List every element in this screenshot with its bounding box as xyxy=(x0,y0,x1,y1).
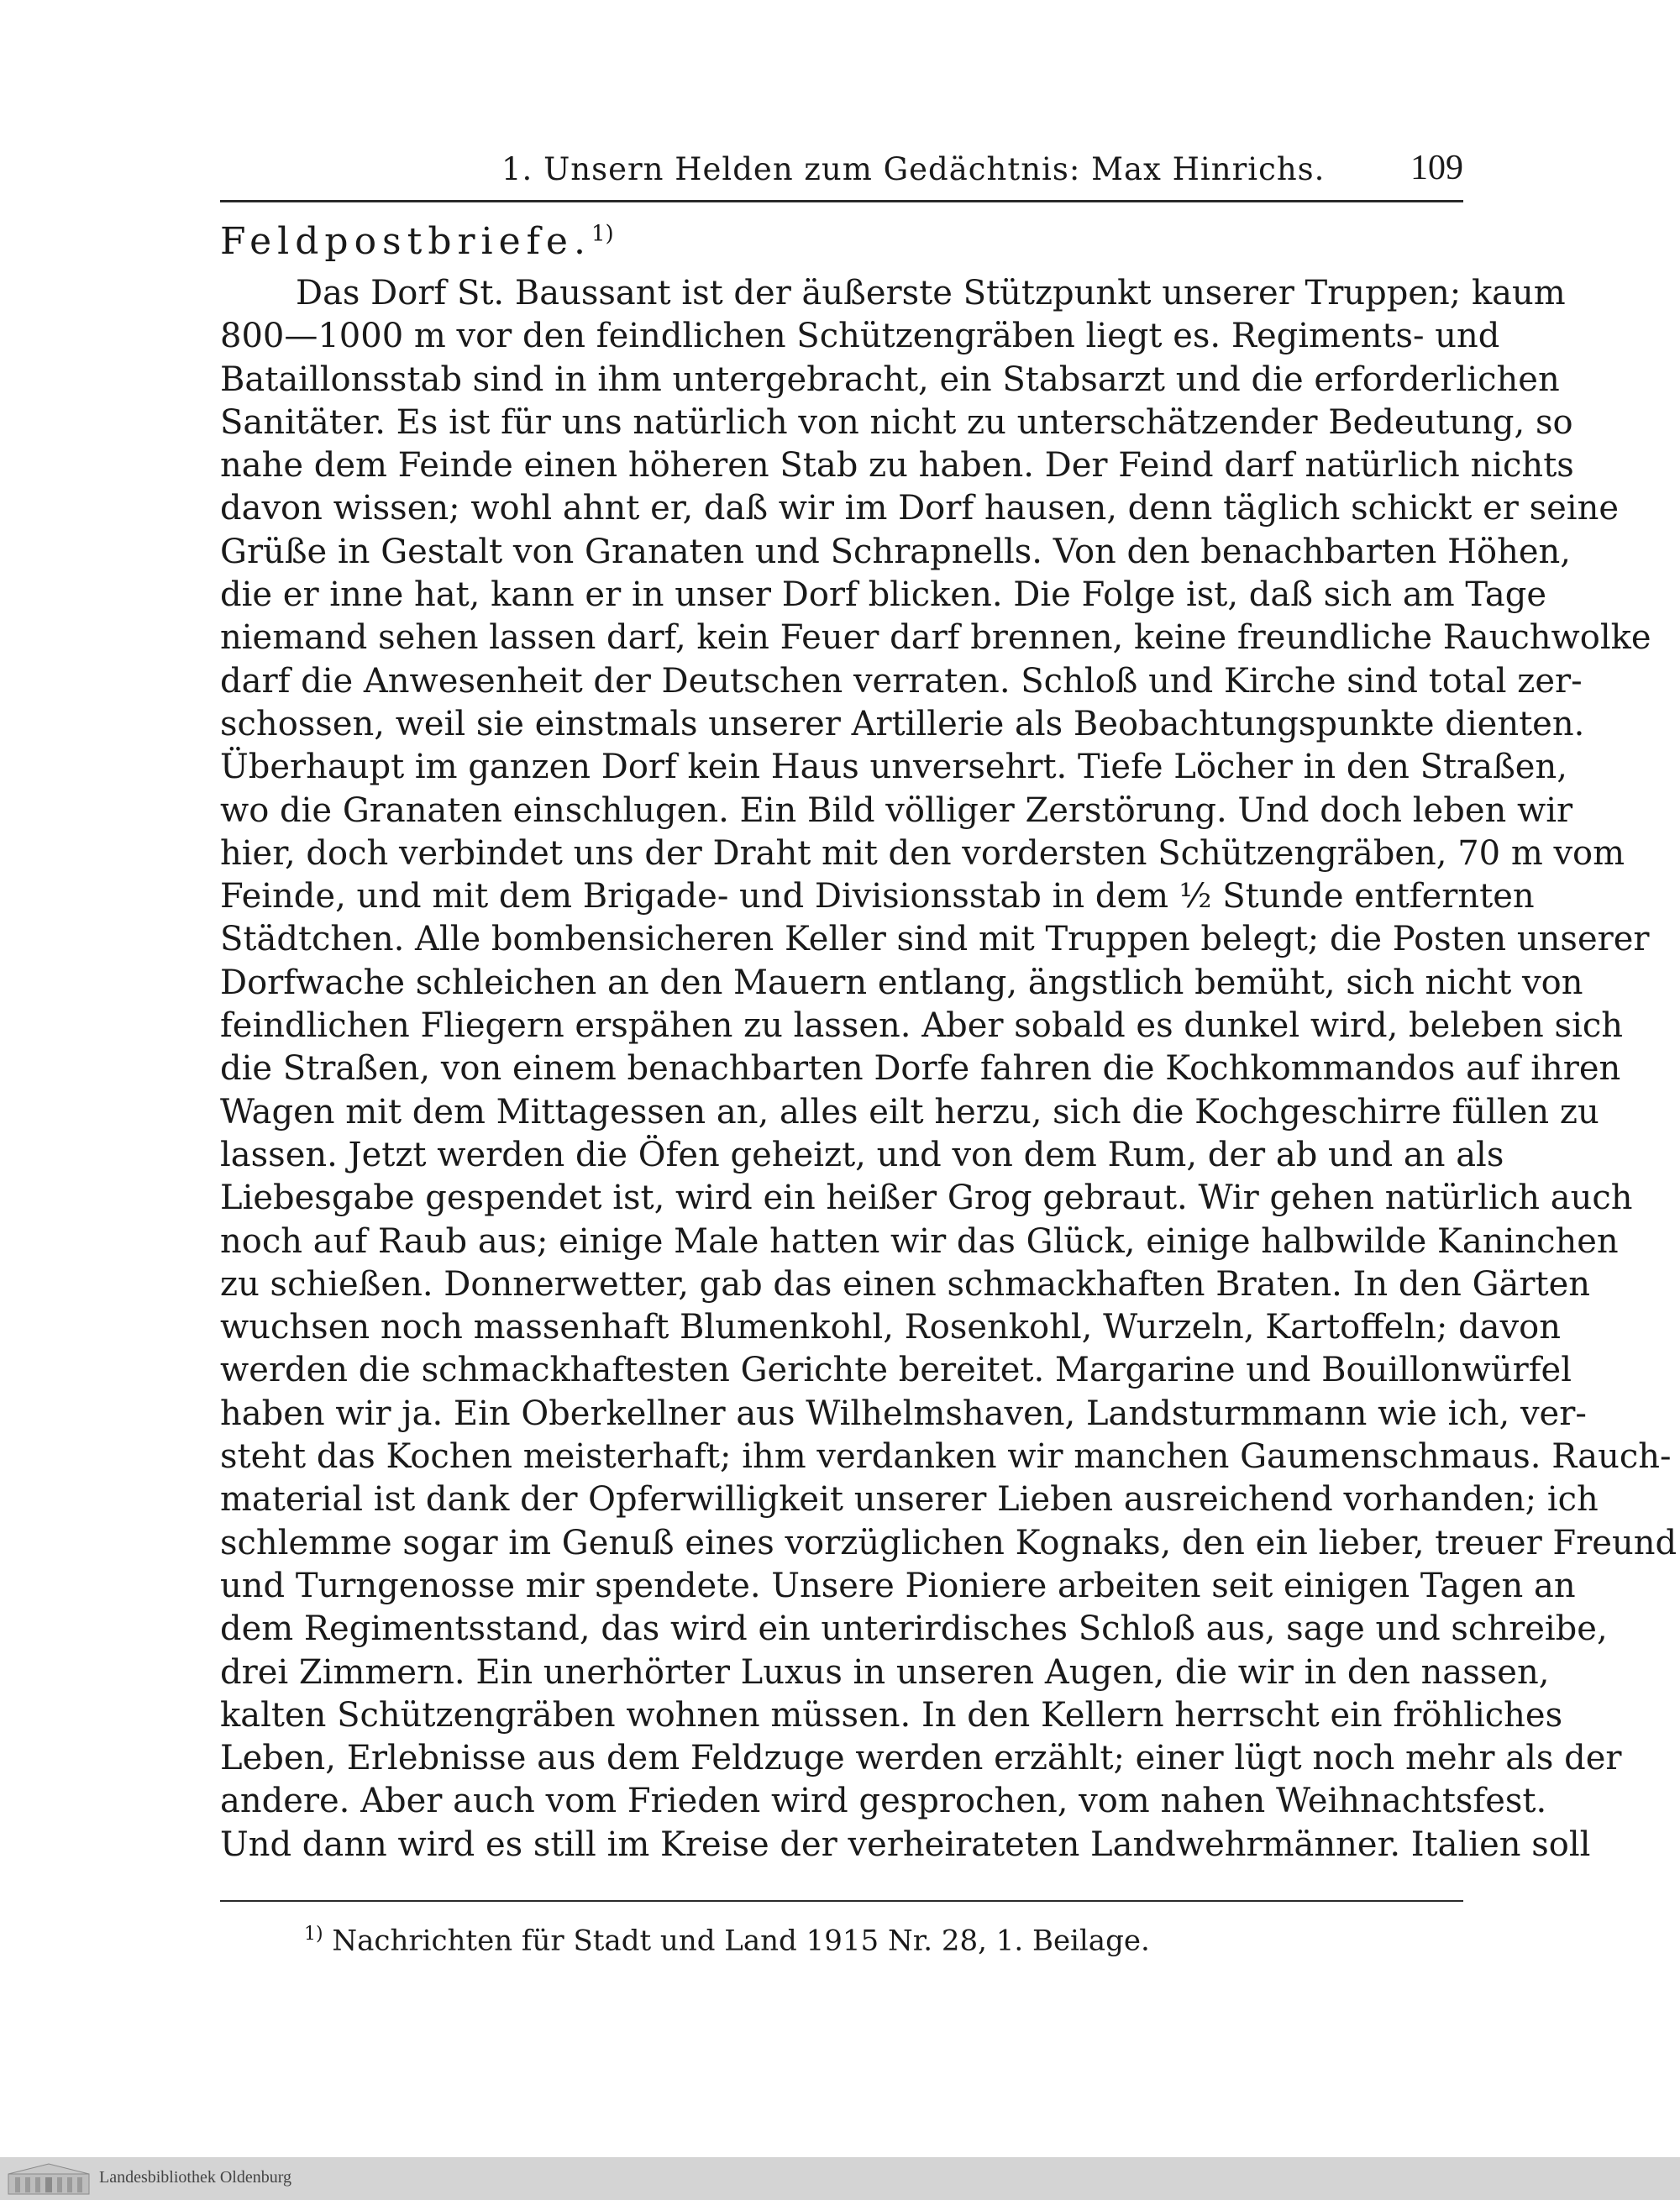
text-line: andere. Aber auch vom Frieden wird gesprochen, vom nahen Weihnachtsfest. xyxy=(220,1782,1547,1821)
text-line: niemand sehen lassen darf, kein Feuer darf brennen, keine freundliche Rauchwolke xyxy=(220,618,1651,658)
text-line: Feinde, und mit dem Brigade- und Divisionsstab in dem ½ Stunde entfernten xyxy=(220,877,1535,916)
running-title: 1. Unsern Helden zum Gedächtnis: Max Hinrichs. xyxy=(501,151,1326,187)
footnote xyxy=(304,1924,1150,1957)
text-line: steht das Kochen meisterhaft; ihm verdanken wir manchen Gaumenschmaus. Rauch- xyxy=(220,1437,1672,1477)
section-heading-text: Feldpostbriefe. xyxy=(220,220,591,263)
text-line: Liebesgabe gespendet ist, wird ein heißer Grog gebraut. Wir gehen natürlich auch xyxy=(220,1179,1633,1218)
library-building-icon xyxy=(7,2162,91,2196)
text-line: die Straßen, von einem benachbarten Dorfe fahren die Kochkommandos auf ihren xyxy=(220,1049,1621,1089)
footnote-reference: 1) xyxy=(591,221,614,247)
page-number: 109 xyxy=(1410,149,1463,187)
library-name: Landesbibliothek Oldenburg xyxy=(99,2168,292,2187)
text-line: zu schießen. Donnerwetter, gab das einen schmackhaften Braten. In den Gärten xyxy=(220,1264,1590,1304)
text-line: schlemme sogar im Genuß eines vorzüglichen Kognaks, den ein lieber, treuer Freund xyxy=(220,1523,1677,1562)
text-line: noch auf Raub aus; einige Male hatten wir das Glück, einige halbwilde Kaninchen xyxy=(220,1221,1619,1261)
body-text xyxy=(220,272,1677,1867)
text-line: Dorfwache schleichen an den Mauern entlang, ängstlich bemüht, sich nicht von xyxy=(220,963,1583,1002)
footnote-text: Nachrichten für Stadt und Land 1915 Nr. 28, 1. Beilage. xyxy=(332,1924,1150,1958)
footnote-rule xyxy=(220,1900,1463,1902)
text-line: werden die schmackhaftesten Gerichte bereitet. Margarine und Bouillonwürfel xyxy=(220,1351,1572,1390)
text-line: Städtchen. Alle bombensicheren Keller sind mit Truppen belegt; die Posten unserer xyxy=(220,920,1650,959)
section-heading xyxy=(220,220,614,263)
text-line: darf die Anwesenheit der Deutschen verraten. Schloß und Kirche sind total zer- xyxy=(220,661,1583,701)
text-line: Das Dorf St. Baussant ist der äußerste Stützpunkt unserer Truppen; kaum xyxy=(296,274,1566,312)
text-line: und Turngenosse mir spendete. Unsere Pioniere arbeiten seit einigen Tagen an xyxy=(220,1566,1576,1605)
text-line: Grüße in Gestalt von Granaten und Schrapnells. Von den benachbarten Höhen, xyxy=(220,532,1571,571)
text-line: Überhaupt im ganzen Dorf kein Haus unversehrt. Tiefe Löcher in den Straßen, xyxy=(220,748,1567,787)
text-line: Sanitäter. Es ist für uns natürlich von nicht zu unterschätzender Bedeutung, so xyxy=(220,402,1573,442)
text-line: Leben, Erlebnisse aus dem Feldzuge werden erzählt; einer lügt noch mehr als der xyxy=(220,1739,1622,1778)
text-line: drei Zimmern. Ein unerhörter Luxus in unseren Augen, die wir in den nassen, xyxy=(220,1652,1550,1692)
text-line: haben wir ja. Ein Oberkellner aus Wilhelmshaven, Landsturmmann wie ich, ver- xyxy=(220,1394,1587,1433)
footnote-marker: 1) xyxy=(304,1924,323,1945)
text-line: material ist dank der Opferwilligkeit unserer Lieben ausreichend vorhanden; ich xyxy=(220,1480,1599,1520)
text-line: 800—1000 m vor den feindlichen Schützengräben liegt es. Regiments- und xyxy=(220,317,1500,356)
text-line: Wagen mit dem Mittagessen an, alles eilt herzu, sich die Kochgeschirre füllen zu xyxy=(220,1092,1599,1132)
text-line: feindlichen Fliegern erspähen zu lassen. Aber sobald es dunkel wird, beleben sich xyxy=(220,1006,1624,1046)
text-line: davon wissen; wohl ahnt er, daß wir im Dorf hausen, denn täglich schickt er seine xyxy=(220,489,1619,528)
header-rule xyxy=(220,200,1463,202)
text-line: lassen. Jetzt werden die Öfen geheizt, und von dem Rum, der ab und an als xyxy=(220,1135,1504,1174)
text-line: Bataillonsstab sind in ihm untergebracht, ein Stabsarzt und die erforderlichen xyxy=(220,360,1560,399)
text-line: schossen, weil sie einstmals unserer Artillerie als Beobachtungspunkte dienten. xyxy=(220,704,1585,743)
footer-bar xyxy=(0,2157,1680,2200)
running-header xyxy=(220,151,1463,193)
text-line: Und dann wird es still im Kreise der verheirateten Landwehrmänner. Italien soll xyxy=(220,1825,1591,1864)
text-line: kalten Schützengräben wohnen müssen. In den Kellern herrscht ein fröhliches xyxy=(220,1695,1563,1735)
text-line: wuchsen noch massenhaft Blumenkohl, Rosenkohl, Wurzeln, Kartoffeln; davon xyxy=(220,1308,1561,1347)
text-line: wo die Granaten einschlugen. Ein Bild völliger Zerstörung. Und doch leben wir xyxy=(220,790,1573,830)
text-line: hier, doch verbindet uns der Draht mit den vordersten Schützengräben, 70 m vom xyxy=(220,833,1625,873)
text-line: dem Regimentsstand, das wird ein unterirdisches Schloß aus, sage und schreibe, xyxy=(220,1609,1608,1649)
text-line: die er inne hat, kann er in unser Dorf blicken. Die Folge ist, daß sich am Tage xyxy=(220,575,1547,615)
text-line: nahe dem Feinde einen höheren Stab zu haben. Der Feind darf natürlich nichts xyxy=(220,446,1574,486)
